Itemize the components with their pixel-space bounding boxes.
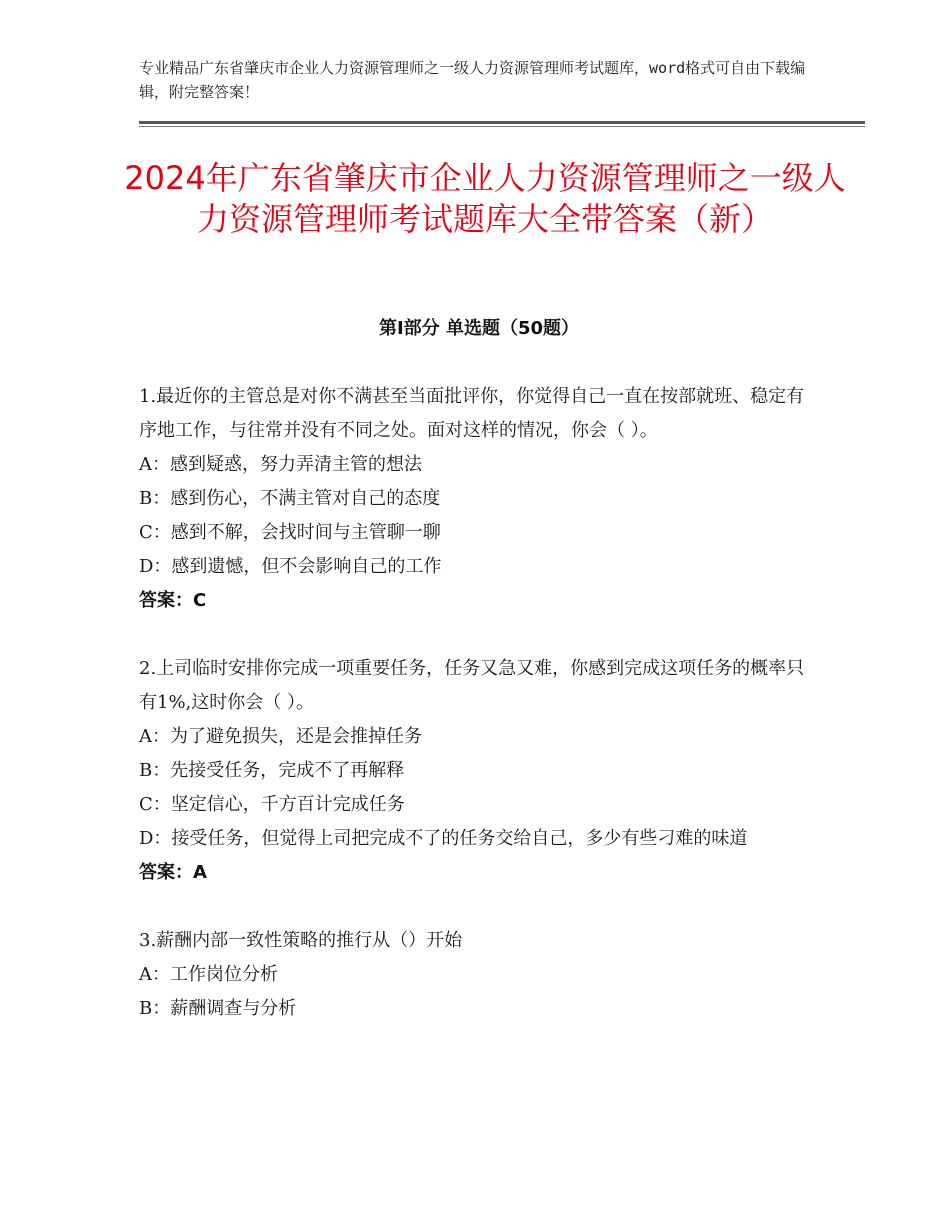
option-c: C：坚定信心，千方百计完成任务 bbox=[139, 794, 405, 815]
option-d: D：接受任务，但觉得上司把完成不了的任务交给自己，多少有些刁难的味道 bbox=[139, 828, 748, 849]
question-stem: 3.薪酬内部一致性策略的推行从（）开始 bbox=[139, 930, 463, 951]
section-title: 第Ⅰ部分 单选题（50题） bbox=[378, 318, 579, 339]
header-rule-thick bbox=[139, 121, 865, 124]
option-a: A：感到疑惑，努力弄清主管的想法 bbox=[139, 454, 422, 475]
option-d: D：感到遗憾，但不会影响自己的工作 bbox=[139, 556, 442, 577]
answer: 答案：A bbox=[139, 862, 207, 883]
option-b: B：先接受任务，完成不了再解释 bbox=[139, 760, 405, 781]
answer: 答案：C bbox=[139, 590, 207, 611]
question-stem: 2.上司临时安排你完成一项重要任务，任务又急又难，你感到完成这项任务的概率只有1%,这时你会（ ）。 bbox=[139, 658, 805, 713]
question-2 bbox=[139, 652, 819, 890]
question-stem: 1.最近你的主管总是对你不满甚至当面批评你，你觉得自己一直在按部就班、稳定有序地工作，与往常并没有不同之处。面对这样的情况，你会（ ）。 bbox=[139, 386, 805, 441]
option-b: B：薪酬调查与分析 bbox=[139, 998, 297, 1019]
question-list bbox=[139, 380, 819, 1060]
document-title: 2024年广东省肇庆市企业人力资源管理师之一级人力资源管理师考试题库大全带答案（新） bbox=[124, 159, 846, 238]
option-a: A：为了避免损失，还是会推掉任务 bbox=[139, 726, 422, 747]
option-c: C：感到不解，会找时间与主管聊一聊 bbox=[139, 522, 441, 543]
header-note: 专业精品广东省肇庆市企业人力资源管理师之一级人力资源管理师考试题库，word格式可自由下载编辑，附完整答案！ bbox=[139, 59, 806, 101]
question-3 bbox=[139, 924, 819, 1026]
header-rule-thin bbox=[139, 126, 865, 127]
option-b: B：感到伤心，不满主管对自己的态度 bbox=[139, 488, 441, 509]
question-1 bbox=[139, 380, 819, 618]
option-a: A：工作岗位分析 bbox=[139, 964, 278, 985]
